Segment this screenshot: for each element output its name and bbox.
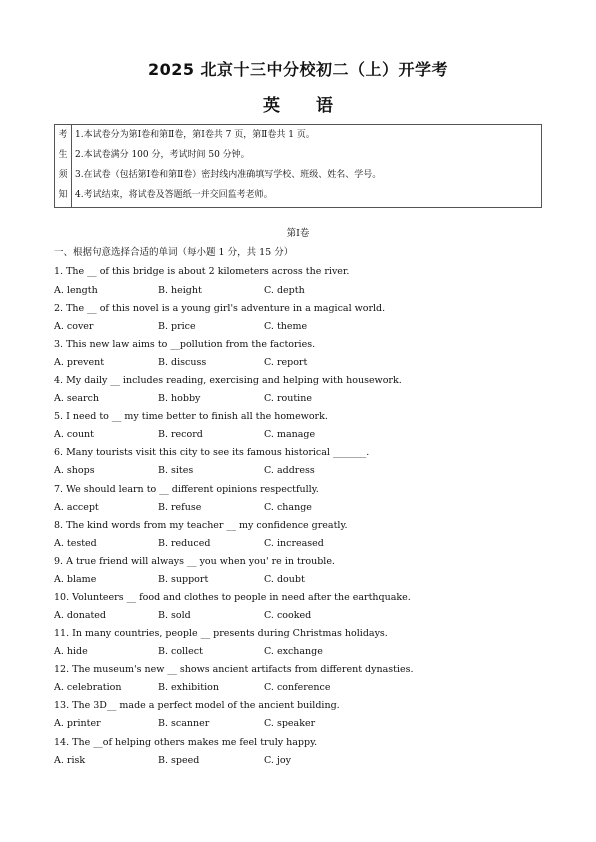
option-b: B. height (158, 285, 202, 296)
question-text: 3. This new law aims to __pollution from the factories. (54, 339, 316, 350)
option-a: A. accept (54, 502, 99, 513)
question-text: 11. In many countries, people __ presents during Christmas holidays. (54, 628, 388, 639)
question-text: 14. The __of helping others makes me feel truly happy. (54, 737, 318, 748)
option-a: A. blame (54, 574, 97, 585)
question-text: 2. The __ of this novel is a young girl's adventure in a magical world. (54, 303, 386, 314)
question-text: 7. We should learn to __ different opinions respectfully. (54, 484, 319, 495)
option-c: C. report (264, 357, 308, 368)
option-a: A. printer (54, 718, 101, 729)
notice-side-char: 须 (58, 170, 68, 180)
option-b: B. scanner (158, 718, 210, 729)
option-c: C. speaker (264, 718, 316, 729)
question-text: 6. Many tourists visit this city to see its famous historical _______. (54, 447, 370, 458)
option-a: A. shops (54, 465, 95, 476)
option-c: C. cooked (264, 610, 312, 621)
notice-body (72, 125, 542, 208)
option-a: A. tested (54, 538, 97, 549)
option-c: C. exchange (264, 646, 323, 657)
option-a: A. risk (54, 755, 86, 766)
notice-line: 3.在试卷（包括第Ⅰ卷和第Ⅱ卷）密封线内准确填写学校、班级、姓名、学号。 (75, 170, 382, 180)
option-c: C. change (264, 502, 312, 513)
exam-title: 2025 北京十三中分校初二（上）开学考 (147, 60, 449, 79)
notice-side-char: 生 (58, 150, 68, 160)
option-c: C. increased (264, 538, 324, 549)
notice-line: 1.本试卷分为第Ⅰ卷和第Ⅱ卷，第Ⅰ卷共 7 页，第Ⅱ卷共 1 页。 (75, 130, 315, 140)
option-c: C. doubt (264, 574, 305, 585)
question-text: 9. A true friend will always __ you when you' re in trouble. (54, 556, 335, 567)
subject-title (0, 91, 596, 116)
part-title: 一、根据句意选择合适的单词（每小题 1 分，共 15 分） (54, 247, 294, 258)
option-a: A. hide (54, 646, 88, 657)
option-a: A. prevent (54, 357, 105, 368)
notice-side-label (55, 125, 72, 208)
option-b: B. sites (158, 465, 194, 476)
question-text: 8. The kind words from my teacher __ my confidence greatly. (54, 520, 348, 531)
option-c: C. routine (264, 393, 312, 404)
exam-notice-box (54, 124, 542, 208)
notice-side-char: 知 (58, 190, 68, 200)
option-b: B. hobby (158, 393, 201, 404)
option-a: A. donated (54, 610, 107, 621)
option-c: C. theme (264, 321, 308, 332)
subject-char-2: 语 (316, 96, 333, 116)
section-title: 第Ⅰ卷 (286, 228, 310, 239)
question-text: 1. The __ of this bridge is about 2 kilometers across the river. (54, 266, 350, 277)
question-text: 13. The 3D__ made a perfect model of the ancient building. (54, 700, 340, 711)
option-b: B. refuse (158, 502, 202, 513)
option-a: A. celebration (54, 682, 122, 693)
option-b: B. reduced (158, 538, 211, 549)
option-a: A. count (54, 429, 94, 440)
option-b: B. exhibition (158, 682, 219, 693)
question-text: 10. Volunteers __ food and clothes to people in need after the earthquake. (54, 592, 411, 603)
question-text: 4. My daily __ includes reading, exercising and helping with housework. (54, 375, 402, 386)
option-a: A. length (54, 285, 98, 296)
option-b: B. sold (158, 610, 191, 621)
option-c: C. joy (264, 755, 292, 766)
option-b: B. support (158, 574, 209, 585)
option-a: A. search (54, 393, 100, 404)
option-c: C. conference (264, 682, 331, 693)
option-c: C. manage (264, 429, 316, 440)
option-b: B. speed (158, 755, 200, 766)
option-b: B. collect (158, 646, 203, 657)
option-b: B. price (158, 321, 196, 332)
notice-line: 2.本试卷满分 100 分，考试时间 50 分钟。 (75, 150, 250, 160)
option-b: B. discuss (158, 357, 207, 368)
question-text: 5. I need to __ my time better to finish all the homework. (54, 411, 328, 422)
option-b: B. record (158, 429, 203, 440)
question-text: 12. The museum's new __ shows ancient artifacts from different dynasties. (54, 664, 414, 675)
notice-line: 4.考试结束，将试卷及答题纸一并交回监考老师。 (75, 190, 273, 200)
option-c: C. address (264, 465, 315, 476)
subject-char-1: 英 (263, 96, 280, 116)
option-c: C. depth (264, 285, 305, 296)
notice-side-char: 考 (58, 130, 68, 140)
option-a: A. cover (54, 321, 94, 332)
